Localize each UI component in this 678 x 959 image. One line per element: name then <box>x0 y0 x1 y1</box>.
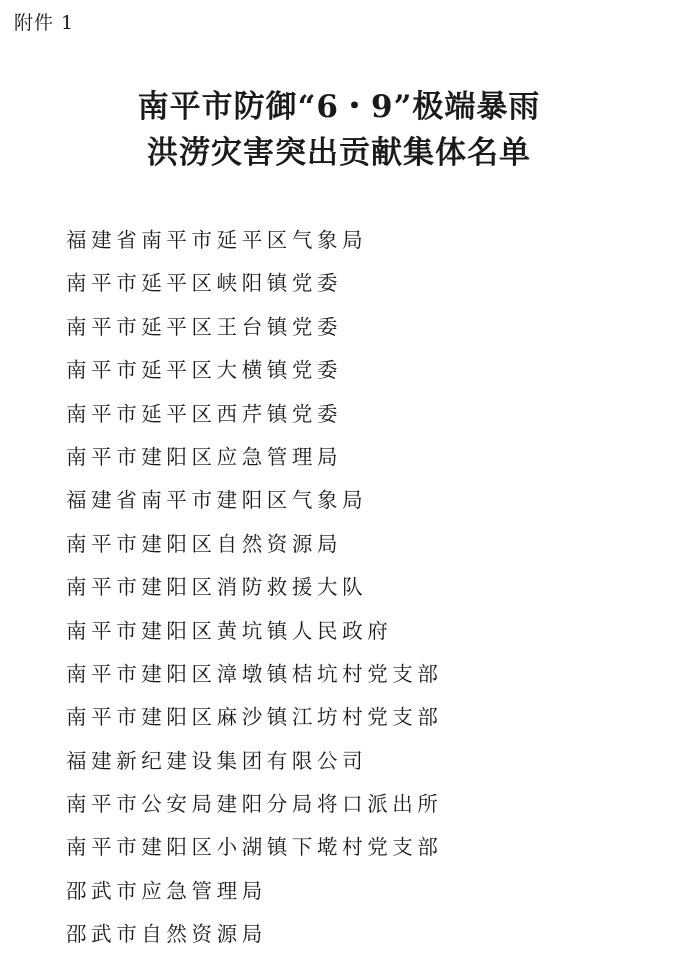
list-item: 邵武市应急管理局 <box>66 878 267 903</box>
list-item: 南平市建阳区漳墩镇桔坑村党支部 <box>66 661 443 686</box>
list-item: 南平市建阳区麻沙镇江坊村党支部 <box>66 705 443 730</box>
list-item: 南平市建阳区应急管理局 <box>66 444 343 469</box>
list-item: 南平市公安局建阳分局将口派出所 <box>66 792 443 817</box>
list-item: 南平市延平区王台镇党委 <box>66 314 343 339</box>
list-item: 南平市延平区峡阳镇党委 <box>66 271 343 296</box>
list-item: 南平市延平区西芹镇党委 <box>66 401 343 426</box>
title-line-1: 南平市防御“6・9”极端暴雨 <box>137 89 541 125</box>
list-item: 南平市建阳区自然资源局 <box>66 531 343 556</box>
collective-list <box>66 219 443 957</box>
document-title <box>0 84 678 176</box>
list-item: 福建省南平市建阳区气象局 <box>66 488 368 513</box>
attachment-label: 附件 1 <box>14 12 75 34</box>
list-item: 福建省南平市延平区气象局 <box>66 228 368 252</box>
list-item: 南平市建阳区黄坑镇人民政府 <box>66 618 393 643</box>
list-item: 南平市建阳区消防救援大队 <box>66 575 368 600</box>
list-item: 福建新纪建设集团有限公司 <box>66 748 368 773</box>
list-item: 邵武市自然资源局 <box>66 922 267 947</box>
list-item: 南平市延平区大横镇党委 <box>66 358 343 383</box>
title-line-2: 洪涝灾害突出贡献集体名单 <box>147 135 531 171</box>
list-item: 南平市建阳区小湖镇下墘村党支部 <box>66 835 443 860</box>
